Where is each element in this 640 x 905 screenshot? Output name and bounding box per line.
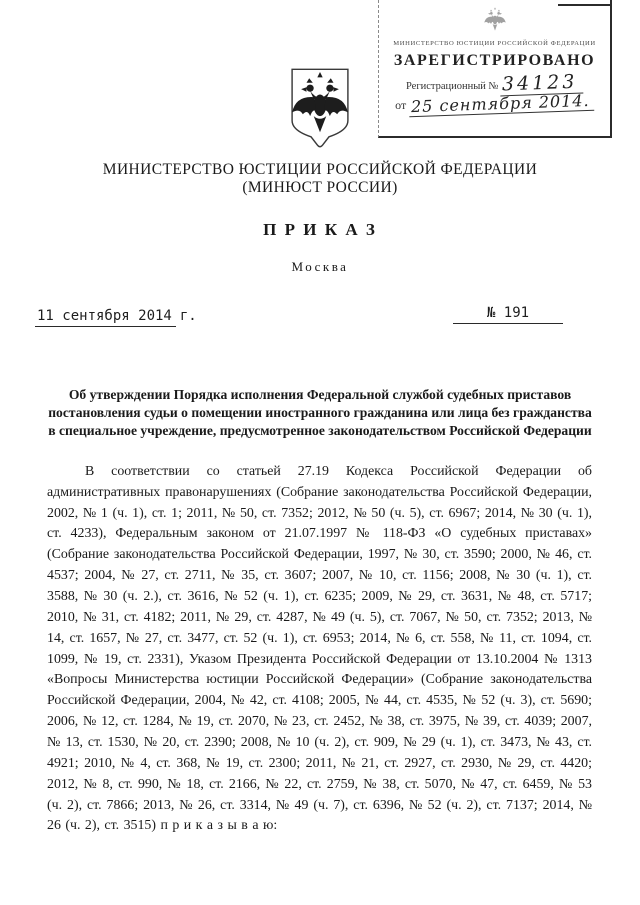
- russia-coat-of-arms-icon: [284, 64, 356, 152]
- document-date-value: 11 сентября 2014: [35, 308, 176, 327]
- ministry-name-line2: (МИНЮСТ РОССИИ): [242, 179, 398, 197]
- ministry-name-line1: МИНИСТЕРСТВО ЮСТИЦИИ РОССИЙСКОЙ ФЕДЕРАЦИИ: [102, 161, 538, 178]
- order-body-paragraph: В соответствии со статьей 27.19 Кодекса Российской Федерации об административных правонарушениях (Собрание законодательства Российской Федерации, 2002, № 1 (ч. 1), ст. 1; 2011, № 50, ст. 7352; 2012, № 50 (ч. 5), ст. 6967; 2014, № 30 (ч. 1), ст. 4233), Федеральным законом от 21.07.1997 № 118-ФЗ «О судебных приставах» (Собрание законодательства Российской Федерации, 1997, № 30, ст. 3590; 2000, № 46, ст. 4537; 2004, № 27, ст. 2711, № 35, ст. 3607; 2007, № 10, ст. 1156; 2008, № 30 (ч. 1), ст. 3588, № 30 (ч. 2.), ст. 3616, № 52 (ч. 1), ст. 6235; 2009, № 29, ст. 3631, № 48, ст. 5717; 2010, № 31, ст. 4182; 2011, № 29, ст. 4287, № 49 (ч. 5), ст. 7067, № 50, ст. 7352; 2013, № 14, ст. 1657, № 27, ст. 3477, ст. 52 (ч. 1), ст. 6953; 2014, № 6, ст. 558, № 11, ст. 1094, ст. 1099, № 19, ст. 2331), Указом Президента Российской Федерации от 13.10.2004 № 1313 «Вопросы Министерства юстиции Российской Федерации» (Собрание законодательства Российской Федерации, 2004, № 42, ст. 4108; 2005, № 44, ст. 4535, № 52 (ч. 3), ст. 5690; 2006, № 12, ст. 1284, № 19, ст. 2070, № 23, ст. 2452, № 38, ст. 3975, № 39, ст. 4039; 2007, № 13, ст. 1530, № 20, ст. 2390; 2008, № 10 (ч. 2), ст. 909, № 29 (ч. 1), ст. 3473, № 43, ст. 4921; 2010, № 4, ст. 368, № 19, ст. 2300; 2011, № 21, ст. 2927, ст. 2930, № 29, ст. 4420; 2012, № 8, ст. 990, № 18, ст. 2166, № 22, ст. 2759, № 38, ст. 5070, № 47, ст. 6459, № 53 (ч. 2), ст. 7866; 2013, № 26, ст. 3314, № 49 (ч. 7), ст. 6396, № 52 (ч. 2), ст. 7137; 2014, № 26 (ч. 2), ст. 3515) п р и к а з ы в а ю:: [47, 463, 592, 834]
- stamp-from-label: от: [395, 98, 407, 112]
- date-number-line: [35, 305, 563, 324]
- stamp-ministry-text: МИНИСТЕРСТВО ЮСТИЦИИ РОССИЙСКОЙ ФЕДЕРАЦИИ: [393, 40, 596, 47]
- ministry-emblem-eagle-icon: [480, 6, 510, 38]
- document-type-title: П Р И К А З: [263, 219, 377, 239]
- city-label: Москва: [291, 258, 349, 274]
- stamp-reg-label: Регистрационный №: [405, 81, 499, 92]
- registration-stamp: [378, 0, 612, 138]
- document-date-suffix: г.: [179, 307, 197, 324]
- stamp-date-line: [379, 90, 610, 117]
- stamp-registered-label: ЗАРЕГИСТРИРОВАНО: [393, 52, 596, 69]
- ministry-header: [0, 161, 640, 198]
- stamp-date-handwritten: 25 сентября 2014.: [409, 93, 594, 117]
- order-subject-heading: Об утверждении Порядка исполнения Федеральной службой судебных приставов постановления судьи о помещении иностранного гражданина или лица без гражданства в специальное учреждение, предусмотренное законодательством Российской Федерации: [48, 386, 592, 438]
- stamp-reg-number-handwritten: 34123: [499, 73, 583, 97]
- document-date: [35, 308, 197, 324]
- document-number: № 191: [453, 305, 563, 324]
